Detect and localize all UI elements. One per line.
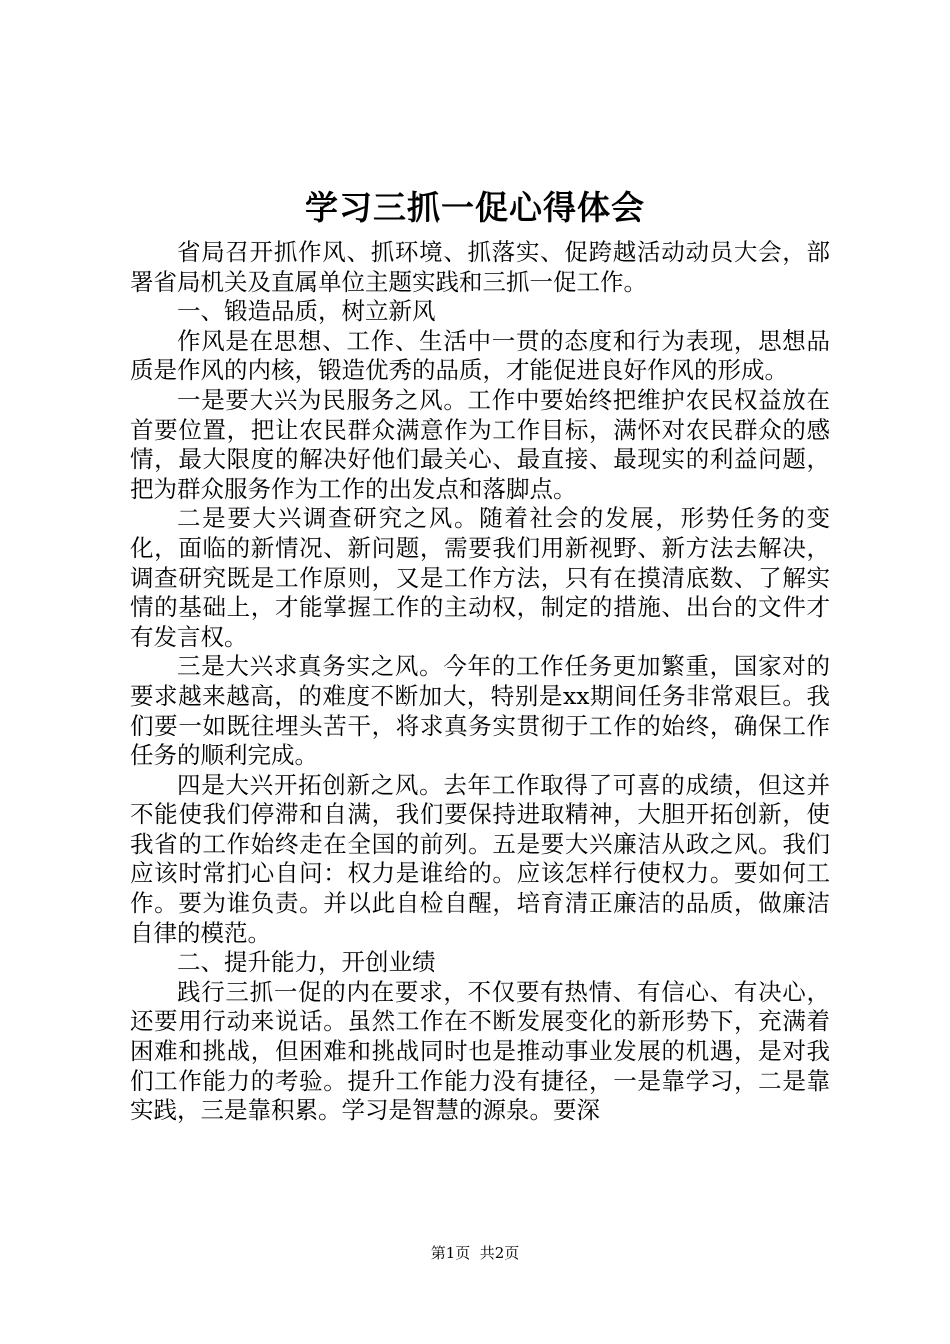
section-heading-1: 一、锻造品质，树立新风 [177,297,436,326]
paragraph-point-1: 一是要大兴为民服务之风。工作中要始终把维护农民权益放在首要位置，把让农民群众满意作为工作目标，满怀对农民群众的感情，最大限度的解决好他们最关心、最直接、最现实的利益问题，把为群众服务作为工作的出发点和落脚点。 [130,385,830,503]
paragraph-ability: 践行三抓一促的内在要求，不仅要有热情、有信心、有决心，还要用行动来说话。虽然工作在不断发展变化的新形势下，充满着困难和挑战，但困难和挑战同时也是推动事业发展的机遇，是对我们工作能力的考验。提升工作能力没有捷径，一是靠学习，二是靠实践，三是靠积累。学习是智慧的源泉。要深 [130,977,830,1125]
paragraph-point-2: 二是要大兴调查研究之风。随着社会的发展，形势任务的变化，面临的新情况、新问题，需要我们用新视野、新方法去解决，调查研究既是工作原则，又是工作方法，只有在摸清底数、了解实情的基础上，才能掌握工作的主动权，制定的措施、出台的文件才有发言权。 [130,504,830,651]
paragraph-point-4: 四是大兴开拓创新之风。去年工作取得了可喜的成绩，但这并不能使我们停滞和自满，我们要保持进取精神，大胆开拓创新，使我省的工作始终走在全国的前列。五是要大兴廉洁从政之风。我们应该时常扪心自问：权力是谁给的。应该怎样行使权力。要如何工作。要为谁负责。并以此自检自醒，培育清正廉洁的品质，做廉洁自律的模范。 [130,770,830,947]
section-heading-2: 二、提升能力，开创业绩 [177,948,436,977]
paragraph-point-3: 三是大兴求真务实之风。今年的工作任务更加繁重，国家对的要求越来越高，的难度不断加大，特别是xx期间任务非常艰巨。我们要一如既往埋头苦干，将求真务实贯彻于工作的始终，确保工作任务的顺利完成。 [130,652,830,770]
paragraph-style-definition: 作风是在思想、工作、生活中一贯的态度和行为表现，思想品质是作风的内核，锻造优秀的品质，才能促进良好作风的形成。 [130,326,830,385]
document-body [130,238,830,1126]
paragraph-intro: 省局召开抓作风、抓环境、抓落实、促跨越活动动员大会，部署省局机关及直属单位主题实践和三抓一促工作。 [130,238,830,296]
document-title: 学习三抓一促心得体会 [305,188,645,227]
page-footer: 第1页 共2页 [430,1244,520,1262]
